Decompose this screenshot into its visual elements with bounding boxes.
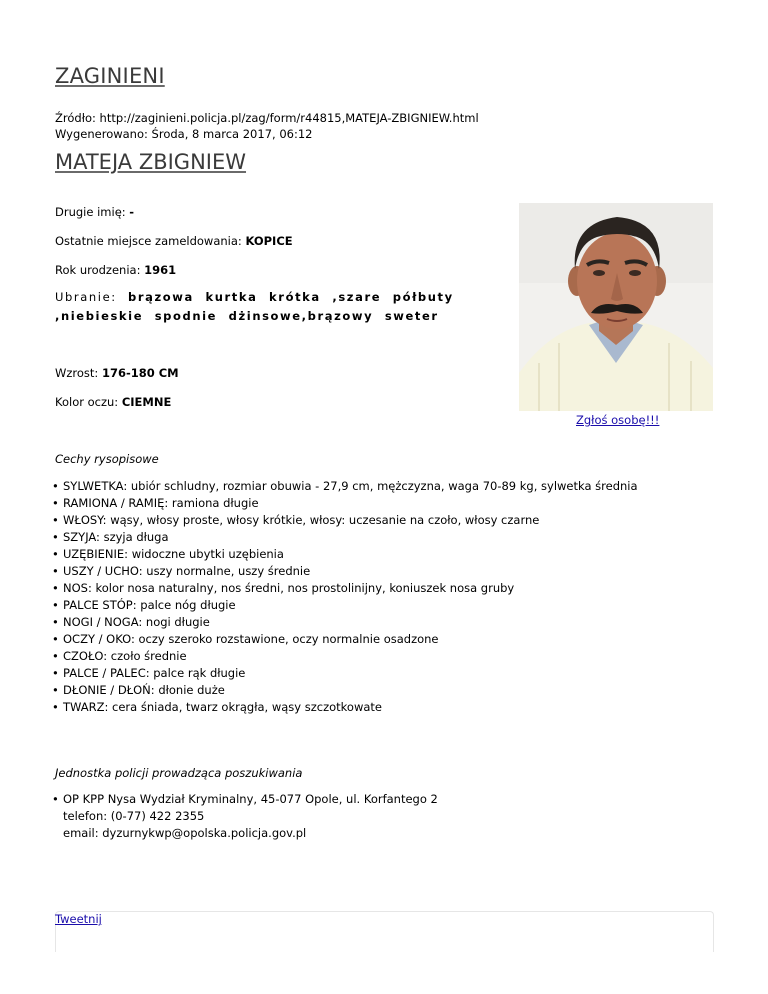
residence-label: Ostatnie miejsce zameldowania: <box>55 234 242 248</box>
list-item: • DŁONIE / DŁOŃ: dłonie duże <box>55 682 638 699</box>
police-unit-heading: Jednostka policji prowadząca poszukiwania <box>55 766 303 780</box>
source-label: Źródło: <box>55 111 96 125</box>
residence-value: KOPICE <box>245 234 293 248</box>
list-item: • CZOŁO: czoło średnie <box>55 648 638 665</box>
list-item: • SZYJA: szyja długa <box>55 529 638 546</box>
middle-name-label: Drugie imię: <box>55 205 126 219</box>
middle-name-value: - <box>129 205 135 219</box>
tweet-link[interactable]: Tweetnij <box>55 912 102 926</box>
generated-label: Wygenerowano: <box>55 127 148 141</box>
list-item: • NOS: kolor nosa naturalny, nos średni, nos prostolinijny, koniuszek nosa gruby <box>55 580 638 597</box>
police-unit-phone: telefon: (0-77) 422 2355 <box>63 809 205 823</box>
eye-color-field <box>55 395 171 409</box>
eye-color-label: Kolor oczu: <box>55 395 119 409</box>
list-item: • RAMIONA / RAMIĘ: ramiona długie <box>55 495 638 512</box>
features-list <box>55 478 638 716</box>
residence-field <box>55 234 293 248</box>
police-unit-email: email: dyzurnykwp@opolska.policja.gov.pl <box>63 826 307 840</box>
source-url: http://zaginieni.policja.pl/zag/form/r44815,MATEJA-ZBIGNIEW.html <box>99 111 479 125</box>
person-name: MATEJA ZBIGNIEW <box>55 150 247 174</box>
list-item: • WŁOSY: wąsy, włosy proste, włosy krótkie, włosy: uczesanie na czoło, włosy czarne <box>55 512 638 529</box>
features-heading: Cechy rysopisowe <box>55 452 159 466</box>
birth-year-label: Rok urodzenia: <box>55 263 141 277</box>
source-info <box>55 110 479 142</box>
bullet-icon: • <box>52 792 59 806</box>
report-person-link[interactable]: Zgłoś osobę!!! <box>576 413 660 427</box>
height-label: Wzrost: <box>55 366 99 380</box>
height-value: 176-180 CM <box>101 366 179 380</box>
middle-name-field <box>55 205 134 219</box>
clothing-label: Ubranie: <box>55 290 117 304</box>
list-item: • PALCE / PALEC: palce rąk długie <box>55 665 638 682</box>
height-field <box>55 366 179 380</box>
share-box <box>55 911 714 952</box>
police-unit-info <box>52 791 438 842</box>
list-item: • USZY / UCHO: uszy normalne, uszy średnie <box>55 563 638 580</box>
person-photo <box>519 203 713 411</box>
clothing-value: brązowa kurtka krótka ,szare półbuty ,niebieskie spodnie dżinsowe,brązowy sweter <box>55 290 454 323</box>
eye-color-value: CIEMNE <box>121 395 172 409</box>
generated-date: Środa, 8 marca 2017, 06:12 <box>151 127 313 141</box>
clothing-field <box>55 288 515 326</box>
police-unit-name: OP KPP Nysa Wydział Kryminalny, 45-077 Opole, ul. Korfantego 2 <box>63 792 438 806</box>
birth-year-field <box>55 263 176 277</box>
list-item: • UZĘBIENIE: widoczne ubytki uzębienia <box>55 546 638 563</box>
list-item: • SYLWETKA: ubiór schludny, rozmiar obuwia - 27,9 cm, mężczyzna, waga 70-89 kg, sylwetka średnia <box>55 478 638 495</box>
list-item: • OCZY / OKO: oczy szeroko rozstawione, oczy normalnie osadzone <box>55 631 638 648</box>
list-item: • PALCE STÓP: palce nóg długie <box>55 597 638 614</box>
list-item: • NOGI / NOGA: nogi długie <box>55 614 638 631</box>
site-title: ZAGINIENI <box>55 64 165 88</box>
birth-year-value: 1961 <box>144 263 177 277</box>
list-item: • TWARZ: cera śniada, twarz okrągła, wąsy szczotkowate <box>55 699 638 716</box>
